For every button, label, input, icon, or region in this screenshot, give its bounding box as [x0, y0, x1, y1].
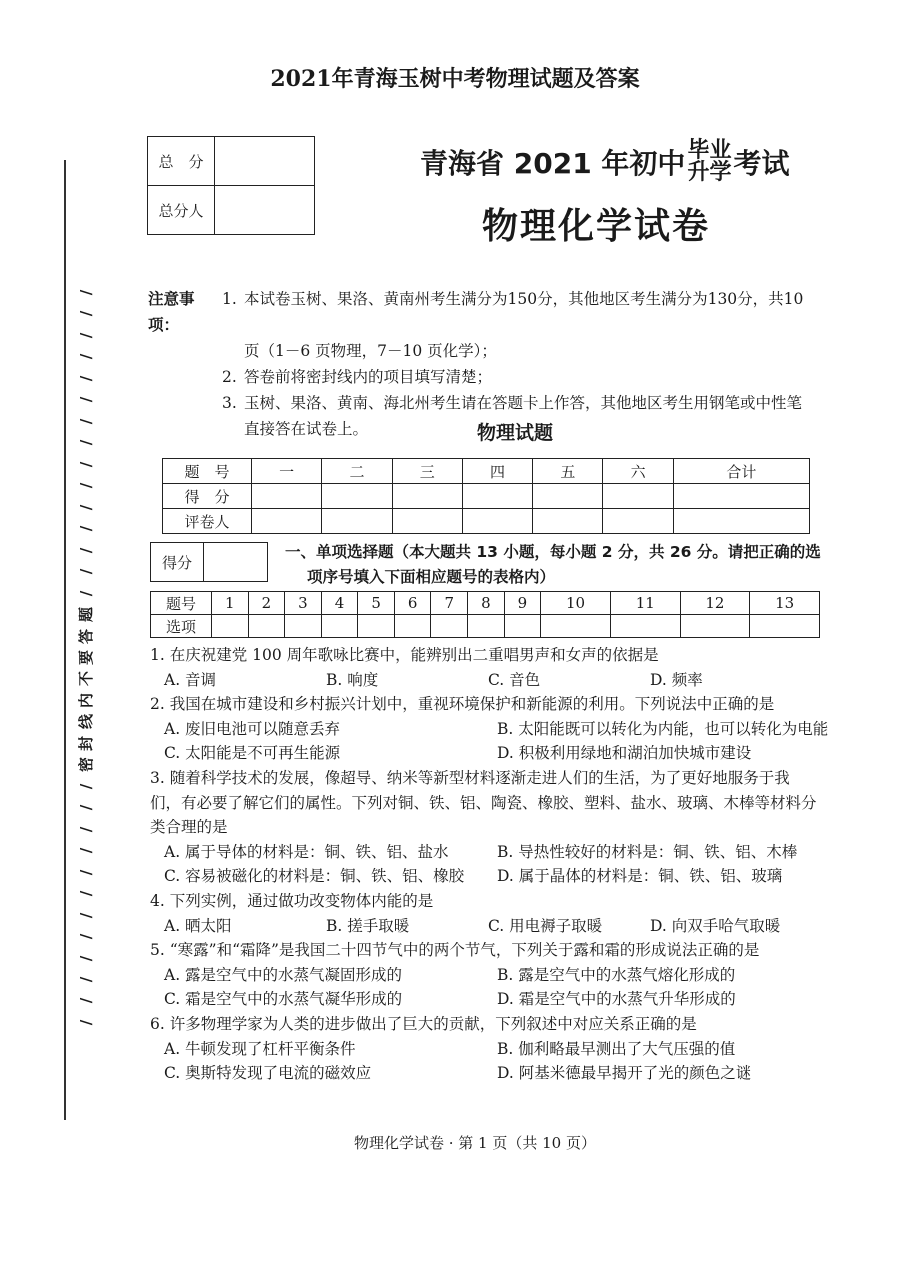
- answer-option: A. 晒太阳: [164, 916, 232, 935]
- table-cell: [392, 484, 462, 509]
- seal-line-char: /: [77, 440, 96, 446]
- question: [150, 1012, 830, 1086]
- answer-number-cell: 1: [212, 592, 249, 615]
- seal-line-char: 线: [77, 714, 96, 730]
- answer-choice-cell: [750, 615, 820, 638]
- seal-line-char: /: [77, 869, 96, 875]
- part-one-heading-line: 一、单项选择题（本大题共 13 小题，每小题 2 分，共 26 分。请把正确的选: [285, 543, 821, 561]
- table-header-cell: 题 号: [163, 459, 252, 484]
- subject-title: 物理化学试卷: [482, 206, 711, 247]
- answer-option: B. 响度: [326, 670, 379, 689]
- questions-area: [150, 643, 830, 1086]
- seal-line-char: /: [77, 976, 96, 983]
- note-item-continued: [148, 338, 828, 364]
- table-row: [163, 459, 810, 484]
- table-row: [163, 484, 810, 509]
- seal-line-char: 内: [77, 692, 96, 708]
- table-cell: [252, 484, 322, 509]
- option-row: [150, 864, 830, 889]
- answer-option: D. 霜是空气中的水蒸气升华形成的: [497, 990, 736, 1009]
- option-row: [150, 668, 830, 693]
- answer-option: C. 容易被磁化的材料是：铜、铁、铝、橡胶: [164, 867, 465, 886]
- answer-number-cell: 13: [750, 592, 820, 615]
- total-score-box: [147, 136, 315, 235]
- answer-number-cell: 7: [431, 592, 468, 615]
- table-header-cell: 五: [533, 459, 603, 484]
- table-row: [151, 592, 820, 615]
- answer-choice-cell: [394, 615, 431, 638]
- answer-option: D. 积极利用绿地和湖泊加快城市建设: [497, 744, 752, 763]
- part-score-box: [150, 542, 268, 582]
- seal-line-char: 题: [77, 607, 96, 623]
- table-cell: [322, 484, 392, 509]
- seal-line-char: /: [77, 1019, 96, 1026]
- part-score-label: 得分: [151, 543, 204, 582]
- table-header-cell: 三: [392, 459, 462, 484]
- answer-option: A. 属于导体的材料是：铜、铁、铝、盐水: [164, 842, 449, 861]
- seal-line-char: /: [77, 504, 96, 510]
- answer-row-label: 题号: [151, 592, 212, 615]
- seal-line-char: /: [77, 805, 96, 811]
- seal-line-char: 封: [77, 735, 96, 751]
- note-item: [148, 390, 828, 416]
- answer-option: D. 向双手哈气取暖: [650, 916, 781, 935]
- option-row: [150, 717, 830, 742]
- table-cell: [673, 509, 809, 534]
- table-header-cell: 六: [603, 459, 673, 484]
- question: [150, 643, 830, 692]
- seal-line-char: /: [77, 375, 96, 382]
- table-cell: [673, 484, 809, 509]
- answer-number-cell: 4: [321, 592, 358, 615]
- seal-line-char: /: [77, 826, 96, 832]
- total-score-cell: [215, 137, 315, 186]
- answer-option: D. 阿基米德最早揭开了光的颜色之谜: [497, 1064, 752, 1083]
- note-item: [148, 364, 828, 390]
- note-number: 2.: [222, 368, 237, 386]
- answer-option: A. 露是空气中的水蒸气凝固形成的: [164, 965, 403, 984]
- table-header-cell: 二: [322, 459, 392, 484]
- answer-number-cell: 5: [358, 592, 395, 615]
- answer-number-cell: 10: [541, 592, 611, 615]
- seal-line-char: /: [77, 912, 96, 918]
- section-title: 物理试题: [476, 422, 553, 444]
- answer-number-cell: 3: [285, 592, 322, 615]
- answer-option: D. 属于晶体的材料是：铜、铁、铝、玻璃: [497, 867, 783, 886]
- seal-line-char: /: [77, 998, 96, 1004]
- document-title: 2021年青海玉树中考物理试题及答案: [270, 66, 640, 92]
- answer-option: A. 牛顿发现了杠杆平衡条件: [164, 1039, 356, 1058]
- seal-line-char: 答: [77, 628, 96, 644]
- answer-choice-cell: [285, 615, 322, 638]
- part-one-heading: [285, 540, 825, 590]
- question: [150, 938, 830, 1012]
- part-score-cell: [204, 543, 268, 582]
- option-row: [150, 987, 830, 1012]
- answer-option: B. 伽利略最早测出了大气压强的值: [497, 1039, 736, 1058]
- answer-option: C. 太阳能是不可再生能源: [164, 744, 341, 763]
- seal-line-char: /: [77, 847, 96, 854]
- answer-number-cell: 8: [468, 592, 505, 615]
- question-stem: 3. 随着科学技术的发展，像超导、纳米等新型材料逐渐走进人们的生活，为了更好地服务于我: [150, 768, 790, 787]
- answer-choice-cell: [468, 615, 505, 638]
- answer-option: D. 频率: [650, 670, 703, 689]
- answer-option: B. 导热性较好的材料是：铜、铁、铝、木棒: [497, 842, 798, 861]
- answer-choice-cell: [504, 615, 541, 638]
- seal-line-char: /: [77, 289, 96, 296]
- answer-choice-cell: [431, 615, 468, 638]
- seal-line-char: 不: [77, 671, 96, 687]
- option-row: [150, 840, 830, 865]
- exam-heading: [420, 140, 789, 184]
- answer-option: A. 音调: [164, 670, 217, 689]
- question-stem: 们，有必要了解它们的属性。下列对铜、铁、铝、陶瓷、橡胶、塑料、盐水、玻璃、木棒等材料分: [150, 793, 817, 812]
- seal-line-text: [72, 285, 102, 1030]
- question-stem: 6. 许多物理学家为人类的进步做出了巨大的贡献，下列叙述中对应关系正确的是: [150, 1014, 697, 1033]
- table-cell: [533, 509, 603, 534]
- table-row-label: 得 分: [163, 484, 252, 509]
- table-row-label: 评卷人: [163, 509, 252, 534]
- answer-option: B. 搓手取暖: [326, 916, 410, 935]
- note-text: 答卷前将密封线内的项目填写清楚；: [244, 368, 493, 386]
- summary-score-table: [162, 458, 810, 534]
- answer-choice-cell: [680, 615, 750, 638]
- exam-heading-stack-bottom: 升学: [687, 160, 732, 185]
- note-number: 3.: [222, 394, 237, 412]
- table-cell: [603, 484, 673, 509]
- answer-option: C. 音色: [488, 670, 541, 689]
- option-row: [150, 1061, 830, 1086]
- answer-number-cell: 6: [394, 592, 431, 615]
- answer-option: B. 露是空气中的水蒸气熔化形成的: [497, 965, 736, 984]
- answer-choice-cell: [541, 615, 611, 638]
- question-stem: 类合理的是: [150, 818, 228, 837]
- answer-number-cell: 12: [680, 592, 750, 615]
- answer-table: [150, 591, 820, 638]
- option-row: [150, 741, 830, 766]
- answer-option: A. 废旧电池可以随意丢弃: [164, 719, 341, 738]
- question: [150, 889, 830, 938]
- table-header-cell: 一: [252, 459, 322, 484]
- answer-choice-cell: [248, 615, 285, 638]
- table-cell: [462, 484, 532, 509]
- table-cell: [322, 509, 392, 534]
- seal-line-char: 要: [77, 649, 96, 665]
- exam-heading-stack-top: 毕业: [687, 138, 732, 163]
- note-number: 1.: [222, 290, 237, 308]
- answer-option: C. 霜是空气中的水蒸气凝华形成的: [164, 990, 403, 1009]
- answer-option: C. 用电褥子取暖: [488, 916, 603, 935]
- answer-option: B. 太阳能既可以转化为内能，也可以转化为电能: [497, 719, 829, 738]
- answer-row-label: 选项: [151, 615, 212, 638]
- notes-label: 注意事项：: [148, 290, 195, 334]
- table-cell: [252, 509, 322, 534]
- seal-line-char: /: [77, 783, 96, 790]
- seal-line-char: /: [77, 397, 96, 403]
- seal-line-char: /: [77, 418, 96, 425]
- scorer-label: 总分人: [148, 186, 215, 235]
- question-stem: 2. 我国在城市建设和乡村振兴计划中，重视环境保护和新能源的利用。下列说法中正确的是: [150, 695, 775, 714]
- seal-line-char: /: [77, 311, 96, 317]
- answer-choice-cell: [321, 615, 358, 638]
- option-row: [150, 1037, 830, 1062]
- page-footer: 物理化学试卷 · 第 1 页（共 10 页）: [353, 1134, 596, 1152]
- table-row: [151, 615, 820, 638]
- note-text: 玉树、果洛、黄南、海北州考生请在答题卡上作答，其他地区考生用钢笔或中性笔: [244, 394, 803, 412]
- note-text: 本试卷玉树、果洛、黄南州考生满分为150分，其他地区考生满分为130分，共10: [244, 290, 804, 308]
- seal-line-char: /: [77, 933, 96, 940]
- scorer-cell: [215, 186, 315, 235]
- answer-number-cell: 9: [504, 592, 541, 615]
- table-cell: [392, 509, 462, 534]
- answer-option: C. 奥斯特发现了电流的磁效应: [164, 1064, 372, 1083]
- option-row: [150, 914, 830, 939]
- note-text: 页（1－6 页物理，7－10 页化学）；: [244, 342, 497, 360]
- answer-choice-cell: [358, 615, 395, 638]
- table-cell: [603, 509, 673, 534]
- table-cell: [462, 509, 532, 534]
- exam-heading-prefix: 青海省 2021 年初中: [420, 147, 686, 180]
- table-row: [163, 509, 810, 534]
- table-header-cell: 四: [462, 459, 532, 484]
- seal-line-char: /: [77, 890, 96, 897]
- seal-line-char: /: [77, 547, 96, 553]
- seal-line-char: /: [77, 525, 96, 532]
- exam-heading-stack: [687, 140, 731, 184]
- question-stem: 4. 下列实例，通过做功改变物体内能的是: [150, 891, 434, 910]
- seal-line-char: /: [77, 482, 96, 489]
- seal-line-char: /: [77, 461, 96, 467]
- question: [150, 766, 830, 889]
- answer-choice-cell: [212, 615, 249, 638]
- question-stem: 5. “寒露”和“霜降”是我国二十四节气中的两个节气，下列关于露和霜的形成说法正确的是: [150, 941, 760, 960]
- total-score-label: 总 分: [148, 137, 215, 186]
- table-cell: [533, 484, 603, 509]
- question: [150, 692, 830, 766]
- answer-choice-cell: [610, 615, 680, 638]
- answer-number-cell: 2: [248, 592, 285, 615]
- note-item: [148, 286, 828, 338]
- seal-line-char: 密: [77, 757, 96, 773]
- exam-heading-suffix: 考试: [733, 147, 790, 180]
- seal-line: [64, 160, 66, 1120]
- answer-number-cell: 11: [610, 592, 680, 615]
- note-text: 直接答在试卷上。: [244, 420, 369, 438]
- seal-line-char: /: [77, 568, 96, 575]
- option-row: [150, 963, 830, 988]
- seal-line-char: /: [77, 955, 96, 961]
- seal-line-char: /: [77, 590, 96, 596]
- part-one-heading-line: 项序号填入下面相应题号的表格内）: [307, 568, 556, 586]
- question-stem: 1. 在庆祝建党 100 周年歌咏比赛中，能辨别出二重唱男声和女声的依据是: [150, 646, 659, 664]
- seal-line-char: /: [77, 332, 96, 339]
- seal-line-char: /: [77, 354, 96, 360]
- table-header-cell: 合计: [673, 459, 809, 484]
